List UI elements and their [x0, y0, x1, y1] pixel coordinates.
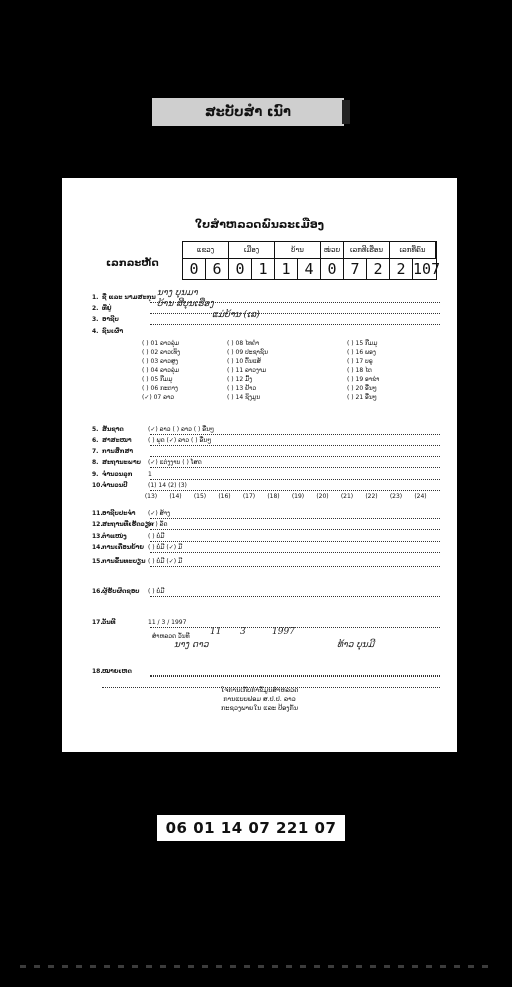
code-header: ເລກທີ່ຄົນ — [390, 242, 436, 259]
date-year: 1997 — [272, 627, 295, 637]
code-digit: 107 — [413, 260, 441, 278]
field-line — [150, 596, 440, 597]
field-row: 7. ການສຶກສາ — [92, 448, 134, 455]
ethnic-option: ( ) 20 ອື່ນໆ — [347, 385, 377, 392]
bottom-strip — [20, 965, 492, 968]
field-value: ( ) ບໍ່ມີ (✓) ມີ — [148, 558, 183, 565]
ethnic-option: ( ) 12 ມົ້ງ — [227, 376, 253, 383]
field-row: 15.ການຂຶ້ນທະບຽນ ( ) ບໍ່ມີ (✓) ມີ — [92, 558, 183, 565]
ethnic-option: ( ) 16 ພອງ — [347, 349, 376, 356]
ethnic-option: ( ) 13 ຢ້າວ — [227, 385, 257, 392]
surveyor-1: ນາງ ດາວ — [174, 640, 209, 650]
field-line — [150, 479, 440, 480]
number-cell: (13) — [144, 493, 158, 500]
code-digit: 4 — [298, 259, 321, 279]
code-digit: 6 — [206, 259, 229, 279]
field-row: 1. ຊື່ ແລະ ນາມສະກຸນ — [92, 294, 156, 301]
ethnic-option: ( ) 02 ລາວເທິງ — [142, 349, 181, 356]
ethnic-option: ( ) 05 ກືມມຸ — [142, 376, 173, 383]
field-value: ( ) ບໍ່ມີ — [148, 588, 165, 595]
code-digit: 1 — [252, 259, 275, 279]
number-cell: (21) — [340, 493, 354, 500]
ethnic-option: ( ) 09 ປະຊາຊົນ — [227, 349, 268, 356]
number-cell: (16) — [218, 493, 231, 500]
ethnic-option: ( ) 21 ອື່ນໆ — [347, 394, 377, 401]
field-value: (1) 14 (2) (3) — [148, 482, 187, 489]
field-value: (✓) ແຕ່ງງານ ( ) ໂສດ — [148, 459, 202, 466]
date-month: 3 — [240, 627, 246, 637]
field-value: ( ) ບໍ່ມີ — [148, 533, 165, 540]
footer-line-1: ໃຈການເກັບກຳຂໍ້ມູນສຳຫລວດ — [220, 686, 299, 694]
number-cell: (23) — [389, 493, 403, 500]
field-value: 11 / 3 / 1997 — [148, 619, 187, 626]
field-line — [150, 627, 440, 628]
field-row: 6. ສາສະໜາ ( ) ພຸດ (✓) ລາວ ( ) ອື່ນໆ — [92, 437, 212, 444]
footer-line-2: ການແບບຟອມ ສ.ປ.ປ. ລາວ — [223, 695, 296, 703]
number-cell: (15) — [193, 493, 207, 500]
code-label: ເລກລະຫັດ — [106, 258, 159, 269]
code-digit: 0 — [229, 259, 252, 279]
code-digit: 2 — [390, 259, 413, 279]
field-line — [150, 676, 440, 677]
number-cell: (24) — [414, 493, 427, 500]
code-digit: 0 — [183, 259, 206, 279]
number-cell: (14) — [169, 493, 182, 500]
number-cell: (18) — [267, 493, 280, 500]
field-line — [150, 541, 440, 542]
field-line — [150, 456, 440, 457]
field-line — [150, 518, 440, 519]
code-header: ເລກທີເຮືອນ — [344, 242, 390, 259]
surveyor-2: ທ້າວ ບຸນມີ — [337, 640, 375, 650]
number-cell: (20) — [316, 493, 329, 500]
ethnic-option: ( ) 03 ລາວສູງ — [142, 358, 179, 365]
ethnic-option: ( ) 06 ກະຕາງ — [142, 385, 178, 392]
banner-mark — [342, 100, 350, 124]
code-grid — [182, 241, 441, 280]
code-header: ບ້ານ — [275, 242, 321, 259]
field-row: 12.ສະຖານທີ່ເຮັດວຽກ(✓) ລັດ — [92, 521, 168, 528]
ethnic-option: ( ) 17 ບຣູ — [347, 358, 373, 365]
code-digit: 2 — [367, 259, 390, 279]
field-row: 8. ສະຖານະພາບ (✓) ແຕ່ງງານ ( ) ໂສດ — [92, 459, 202, 466]
field-value: 1 — [148, 471, 152, 478]
field-value: ນາງ ບຸນມາ — [157, 288, 198, 298]
field-line — [150, 529, 440, 530]
number-cell: (22) — [365, 493, 378, 500]
ethnic-option: ( ) 11 ລາວງາມ — [227, 367, 267, 374]
ethnic-option: ( ) 18 ໄຕ — [347, 367, 372, 374]
field-row: 14.ການເຄື່ອນຍ້າຍ ( ) ບໍ່ມີ (✓) ມີ — [92, 544, 183, 551]
field-row: 5. ສັນຊາດ (✓) ລາວ ( ) ລາວ ( ) ອື່ນໆ — [92, 426, 215, 433]
field-row: 13.ຕຳແໜ່ງ ( ) ບໍ່ມີ — [92, 533, 165, 540]
ethnic-option: ( ) 10 ຕົ້ນແສ້ — [227, 358, 262, 365]
field-row: 18.ໝາຍເຫດ — [92, 668, 132, 675]
footer-line-3: ກະຊວງພາຍໃນ ແລະ ປ້ອງກັນ — [220, 704, 299, 712]
date-day: 11 — [210, 627, 222, 637]
code-header: ແຂວງ — [183, 242, 229, 259]
field-row: 11.ອາຊີບປະຈຳ (✓) ສ້າງ — [92, 510, 170, 517]
number-cell: (17) — [242, 493, 256, 500]
code-digit: 7 — [344, 259, 367, 279]
banner-text: ສະບັບສຳ ເນົາ — [205, 104, 291, 120]
ethnic-option: ( ) 08 ໄທດຳ — [227, 340, 260, 347]
code-digit: 1 — [275, 259, 298, 279]
id-stamp: 06 01 14 07 221 07 — [157, 815, 345, 841]
field-value: ບ້ານ ສີບຸນເຮືອງ — [157, 299, 214, 309]
code-digit: 0 — [321, 259, 344, 279]
date-line: ສຳຫລວດ ວັນທີ — [152, 633, 190, 640]
field-value: ແມ່ບ້ານ (ເລ) — [212, 310, 260, 320]
form-title: ໃບສຳຫລວດພົນລະເມືອງ — [194, 218, 325, 231]
field-line — [150, 313, 440, 314]
ethnic-option: ( ) 19 ອາຂ່າ — [347, 376, 380, 383]
field-row: 3. ອາຊີບ — [92, 316, 119, 323]
field-line — [150, 324, 440, 325]
field-value: (✓) ລາວ ( ) ລາວ ( ) ອື່ນໆ — [148, 426, 215, 433]
field-row: 17.ວັນທີ 11 / 3 / 1997 — [92, 619, 187, 626]
top-banner — [152, 98, 344, 126]
census-form — [62, 178, 457, 752]
field-row: 9. ຈຳນວນລູກ 1 — [92, 471, 152, 478]
field-line — [150, 552, 440, 553]
ethnic-option: ( ) 01 ລາວລຸ່ມ — [142, 340, 180, 347]
field-value: ( ) ພຸດ (✓) ລາວ ( ) ອື່ນໆ — [148, 437, 212, 444]
field-row: 16.ຜູ້ຮັບຜິດຊອບ ( ) ບໍ່ມີ — [92, 588, 165, 595]
field-line — [150, 490, 440, 491]
field-value: (✓) ສ້າງ — [148, 510, 170, 517]
field-value: ( ) ບໍ່ມີ (✓) ມີ — [148, 544, 183, 551]
ethnic-option: ( ) 14 ຊິງມູນ — [227, 394, 261, 401]
ethnic-option: ( ) 15 ກືມມຸ — [347, 340, 378, 347]
remarks-line — [150, 675, 440, 676]
field-row: 4. ຊົນເຜົ່າ — [92, 328, 124, 335]
number-cell: (19) — [291, 493, 305, 500]
field-line — [150, 566, 440, 567]
field-line — [150, 467, 440, 468]
field-value: (✓) ລັດ — [148, 521, 168, 528]
ethnic-option: (✓) 07 ລາວ — [142, 394, 175, 401]
field-line — [150, 445, 440, 446]
field-line — [150, 434, 440, 435]
ethnic-option: ( ) 04 ລາວລຸ່ມ — [142, 367, 180, 374]
code-header: ໜ່ວຍ — [321, 242, 344, 259]
field-row: 10.ຈຳນວນປີ (1) 14 (2) (3) — [92, 482, 187, 489]
field-row: 2. ທີ່ຢູ່ — [92, 305, 112, 312]
code-header: ເມືອງ — [229, 242, 275, 259]
